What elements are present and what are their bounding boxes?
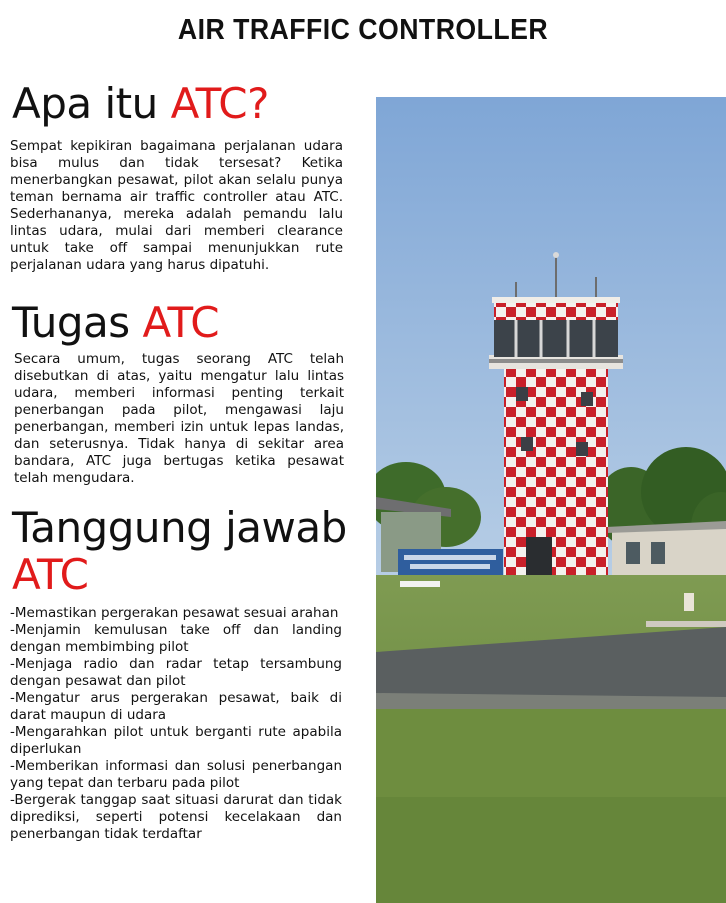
heading-tugas-accent: ATC: [142, 298, 220, 347]
list-item: -Bergerak tanggap saat situasi darurat dan tidak diprediksi, seperti potensi kecelakaan dan penerbangan tidak terdaftar: [10, 792, 342, 842]
heading-apa-itu-atc: [12, 78, 269, 130]
list-item: -Menjamin kemulusan take off dan landing dengan membimbing pilot: [10, 622, 342, 655]
list-item: -Mengatur arus pergerakan pesawat, baik di darat maupun di udara: [10, 690, 342, 723]
paragraph-tugas-atc: Secara umum, tugas seorang ATC telah disebutkan di atas, yaitu mengatur lalu lintas udara, memberi informasi penting terkait penerbangan pada pilot, mengawasi laju penerbangan, memberi izin untuk lepas landas, dan seterusnya. Tidak hanya di sekitar area bandara, ATC juga bertugas ketika pesawat telah mengudara.: [14, 351, 344, 486]
list-item: -Memastikan pergerakan pesawat sesuai arahan: [10, 605, 339, 621]
list-item: -Menjaga radio dan radar tetap tersambung dengan pesawat dan pilot: [10, 656, 342, 689]
list-item: -Memberikan informasi dan solusi penerbangan yang tepat dan terbaru pada pilot: [10, 758, 342, 791]
heading-apa-itu-prefix: Apa itu: [12, 79, 171, 128]
heading-apa-itu-accent: ATC?: [170, 79, 269, 128]
list-item: -Mengarahkan pilot untuk berganti rute apabila diperlukan: [10, 724, 342, 757]
control-tower-image: [376, 97, 726, 903]
heading-tugas-atc: [12, 297, 219, 349]
heading-tugas-prefix: Tugas: [12, 298, 143, 347]
page-title: AIR TRAFFIC CONTROLLER: [177, 14, 549, 46]
heading-tanggung-jawab-accent: [12, 551, 89, 599]
heading-tanggung-jawab: Tanggung jawab: [12, 503, 347, 552]
control-tower-photo: [376, 97, 726, 903]
paragraph-apa-itu-atc: Sempat kepikiran bagaimana perjalanan udara bisa mulus dan tidak tersesat? Ketika menerbangkan pesawat, pilot akan selalu punya teman bernama air traffic controller atau ATC. Sederhananya, mereka adalah pemandu lalu lintas udara, mulai dari memberi clearance untuk take off sampai menunjukkan rute perjalanan udara yang harus dipatuhi.: [10, 138, 343, 273]
responsibility-list: [10, 605, 342, 843]
heading-tanggung-jawab-accent-text: ATC: [12, 550, 89, 599]
